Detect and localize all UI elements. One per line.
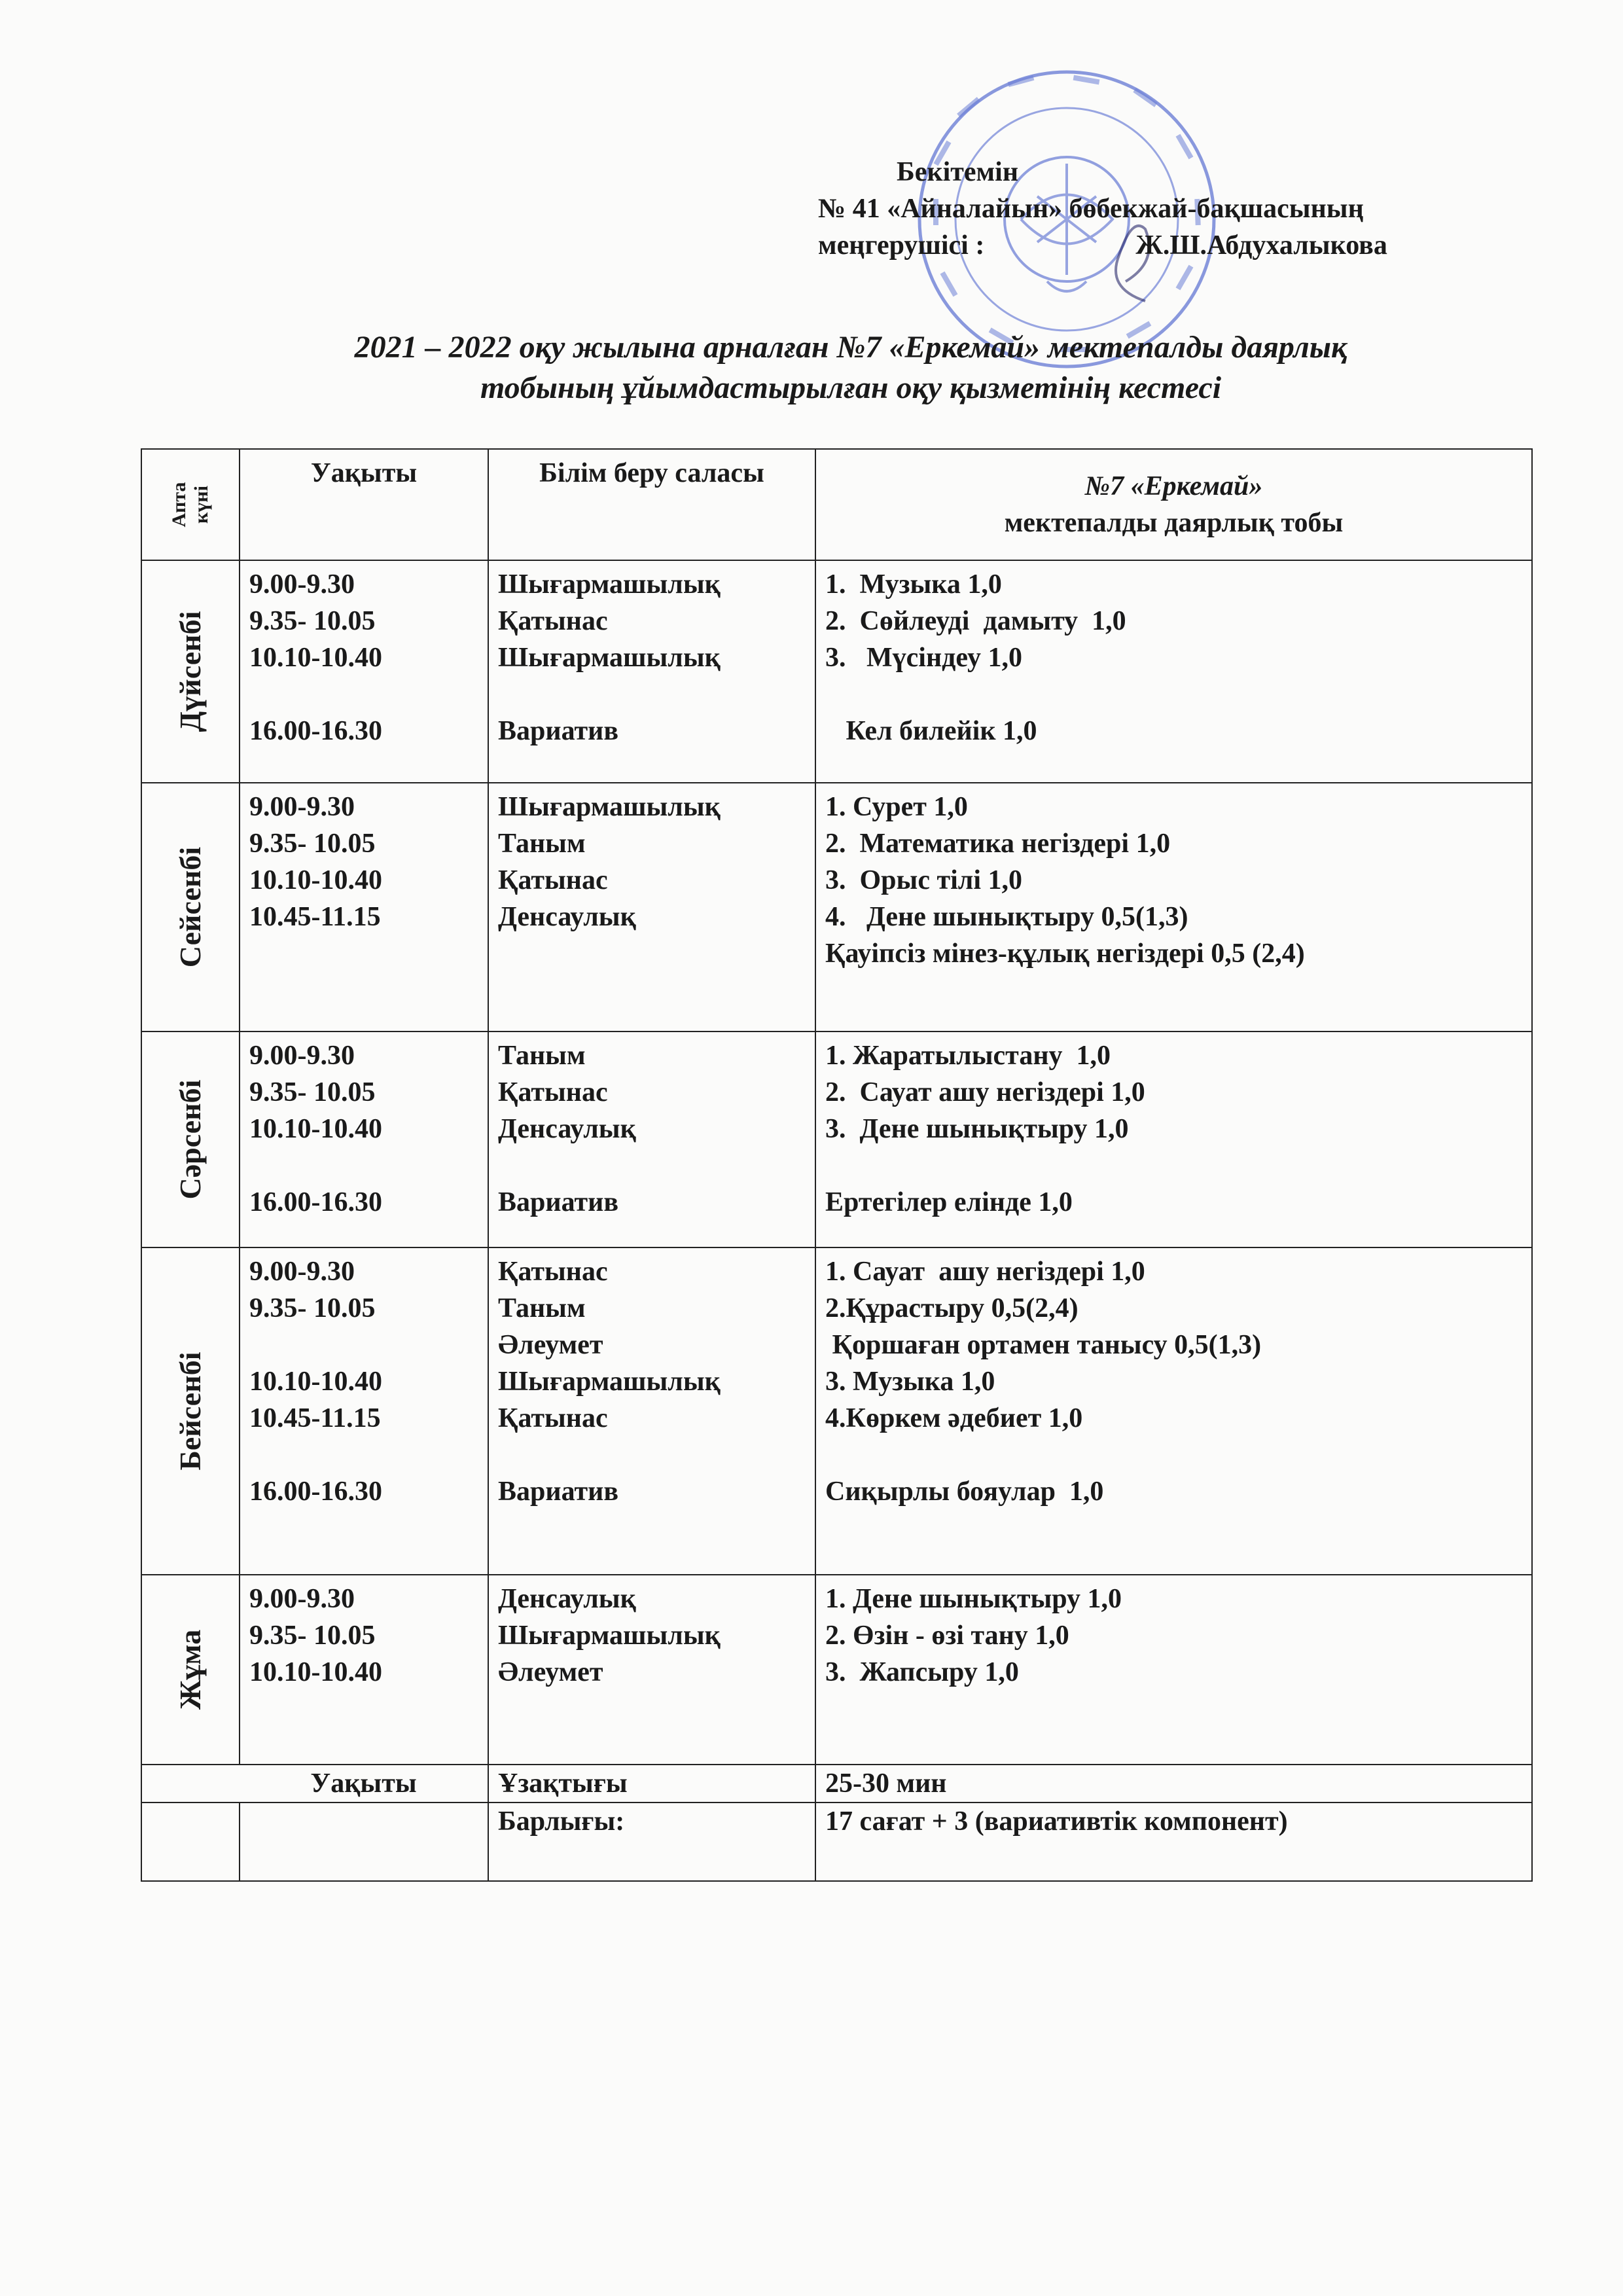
schedule-table (141, 448, 1533, 1882)
area-line: Шығармашылық (498, 569, 721, 600)
header-group (815, 449, 1532, 560)
area-line: Қатынас (498, 865, 608, 895)
time-line: 9.35- 10.05 (249, 606, 376, 636)
header-area: Білім беру саласы (488, 449, 815, 560)
lesson-line: 4. Дене шынықтыру 0,5(1,3) (825, 902, 1188, 932)
area-line (498, 935, 806, 972)
document-title (144, 327, 1558, 408)
day-row (141, 1031, 1532, 1247)
time-line (249, 676, 478, 713)
lesson-line: 3. Орыс тілі 1,0 (825, 865, 1022, 895)
footer-total-value: 17 сағат + 3 (вариативтік компонент) (815, 1803, 1532, 1881)
area-line: Таным (498, 829, 586, 859)
time-line: 9.35- 10.05 (249, 1621, 376, 1651)
time-line: 9.00-9.30 (249, 1041, 355, 1071)
area-cell (488, 1031, 815, 1247)
lesson-cell (815, 1575, 1532, 1765)
footer-time-label: Уақыты (240, 1765, 488, 1803)
area-cell (488, 1575, 815, 1765)
lesson-cell (815, 1247, 1532, 1575)
approval-signatory (818, 227, 1387, 264)
time-line: 10.10-10.40 (249, 865, 382, 895)
lesson-line: Қоршаған ортамен танысу 0,5(1,3) (825, 1330, 1262, 1360)
time-line: 9.00-9.30 (249, 1257, 355, 1287)
time-cell (240, 1247, 488, 1575)
lesson-line: 1. Сурет 1,0 (825, 792, 968, 822)
approval-block (818, 154, 1387, 264)
day-name: Дүйсенбі (173, 611, 207, 732)
area-line: Шығармашылық (498, 643, 721, 673)
day-name-cell (141, 1247, 240, 1575)
area-line: Таным (498, 1041, 586, 1071)
time-line: 10.10-10.40 (249, 1657, 382, 1687)
lesson-line (825, 1147, 1522, 1184)
time-cell (240, 783, 488, 1031)
approval-position: меңгерушісі : (818, 230, 985, 260)
footer-total-label: Барлығы: (488, 1803, 815, 1881)
area-line (498, 1437, 806, 1473)
lesson-line: 2. Сауат ашу негіздері 1,0 (825, 1077, 1145, 1107)
lesson-line: 3. Мүсіндеу 1,0 (825, 643, 1022, 673)
approval-institution: № 41 «Айналайын» бөбекжай-бақшасының (818, 194, 1364, 224)
area-line: Денсаулық (498, 902, 636, 932)
time-cell (240, 1575, 488, 1765)
area-line: Қатынас (498, 1257, 608, 1287)
header-day (141, 449, 240, 560)
time-line: 9.35- 10.05 (249, 1293, 376, 1323)
time-line (249, 1327, 478, 1363)
title-line-1: 2021 – 2022 оқу жылына арналған №7 «Еркемай» мектепалды даярлық (354, 330, 1347, 365)
header-time: Уақыты (240, 449, 488, 560)
lesson-line: 2. Сөйлеуді дамыту 1,0 (825, 606, 1126, 636)
area-line: Шығармашылық (498, 1367, 721, 1397)
time-line: 9.35- 10.05 (249, 1077, 376, 1107)
day-name-cell (141, 560, 240, 783)
lesson-line: 2. Өзін - өзі тану 1,0 (825, 1621, 1069, 1651)
footer-row-total (141, 1803, 1532, 1881)
area-line: Әлеумет (498, 1330, 603, 1360)
time-line: 16.00-16.30 (249, 1187, 382, 1217)
footer-row-duration (141, 1765, 1532, 1803)
time-line (249, 1437, 478, 1473)
area-line: Әлеумет (498, 1657, 603, 1687)
footer-duration-value: 25-30 мин (815, 1765, 1532, 1803)
lesson-line: Кел билейік 1,0 (825, 716, 1037, 746)
area-line: Шығармашылық (498, 1621, 721, 1651)
approval-name: Ж.Ш.Абдухалыкова (1135, 230, 1387, 260)
time-line: 9.35- 10.05 (249, 829, 376, 859)
time-cell (240, 1031, 488, 1247)
day-name: Жұма (173, 1629, 207, 1710)
area-cell (488, 560, 815, 783)
time-line: 10.45-11.15 (249, 902, 381, 932)
lesson-cell (815, 783, 1532, 1031)
area-cell (488, 783, 815, 1031)
area-line: Денсаулық (498, 1114, 636, 1144)
header-day-line-2: күні (190, 486, 212, 524)
header-row (141, 449, 1532, 560)
footer-duration-label: Ұзақтығы (488, 1765, 815, 1803)
time-line (249, 1147, 478, 1184)
header-day-line-1: Апта (168, 482, 190, 528)
time-line: 16.00-16.30 (249, 716, 382, 746)
day-row (141, 1575, 1532, 1765)
time-line: 9.00-9.30 (249, 1584, 355, 1614)
day-name-cell (141, 783, 240, 1031)
day-name-cell (141, 1031, 240, 1247)
time-line: 10.10-10.40 (249, 1114, 382, 1144)
area-line (498, 676, 806, 713)
area-line: Қатынас (498, 606, 608, 636)
header-group-line-1: №7 «Еркемай» (1084, 471, 1263, 501)
lesson-line: 3. Музыка 1,0 (825, 1367, 995, 1397)
time-line: 9.00-9.30 (249, 792, 355, 822)
lesson-line: Қауіпсіз мінез-құлық негіздері 0,5 (2,4) (825, 939, 1305, 969)
time-line: 9.00-9.30 (249, 569, 355, 600)
area-line: Қатынас (498, 1403, 608, 1433)
time-line: 10.10-10.40 (249, 643, 382, 673)
day-row (141, 560, 1532, 783)
lesson-line: 2.Құрастыру 0,5(2,4) (825, 1293, 1079, 1323)
title-line-2: тобының ұйымдастырылған оқу қызметінің кестесі (480, 370, 1222, 405)
lesson-line: 1. Дене шынықтыру 1,0 (825, 1584, 1122, 1614)
day-name-cell (141, 1575, 240, 1765)
area-line: Вариатив (498, 1477, 618, 1507)
time-line: 10.10-10.40 (249, 1367, 382, 1397)
header-group-line-2: мектепалды даярлық тобы (1004, 508, 1344, 538)
area-line: Вариатив (498, 1187, 618, 1217)
lesson-line (825, 676, 1522, 713)
day-name: Сейсенбі (173, 846, 207, 968)
lesson-line: Ертегілер елінде 1,0 (825, 1187, 1073, 1217)
day-name: Бейсенбі (173, 1352, 207, 1471)
time-line: 10.45-11.15 (249, 1403, 381, 1433)
time-cell (240, 560, 488, 783)
approval-heading: Бекітемін (897, 157, 1019, 187)
area-line: Қатынас (498, 1077, 608, 1107)
lesson-line: 3. Жапсыру 1,0 (825, 1657, 1019, 1687)
area-cell (488, 1247, 815, 1575)
time-line: 16.00-16.30 (249, 1477, 382, 1507)
time-line (249, 935, 478, 972)
lesson-line: 3. Дене шынықтыру 1,0 (825, 1114, 1129, 1144)
lesson-line: 1. Сауат ашу негіздері 1,0 (825, 1257, 1145, 1287)
lesson-line: 1. Музыка 1,0 (825, 569, 1002, 600)
lesson-line (825, 1437, 1522, 1473)
day-name: Сәрсенбі (173, 1079, 207, 1200)
lesson-cell (815, 560, 1532, 783)
day-row (141, 783, 1532, 1031)
area-line: Таным (498, 1293, 586, 1323)
lesson-cell (815, 1031, 1532, 1247)
area-line: Денсаулық (498, 1584, 636, 1614)
area-line: Шығармашылық (498, 792, 721, 822)
lesson-line: 2. Математика негіздері 1,0 (825, 829, 1171, 859)
area-line: Вариатив (498, 716, 618, 746)
area-line (498, 1147, 806, 1184)
lesson-line: 1. Жаратылыстану 1,0 (825, 1041, 1111, 1071)
lesson-line: Сиқырлы бояулар 1,0 (825, 1477, 1104, 1507)
day-row (141, 1247, 1532, 1575)
lesson-line: 4.Көркем әдебиет 1,0 (825, 1403, 1083, 1433)
